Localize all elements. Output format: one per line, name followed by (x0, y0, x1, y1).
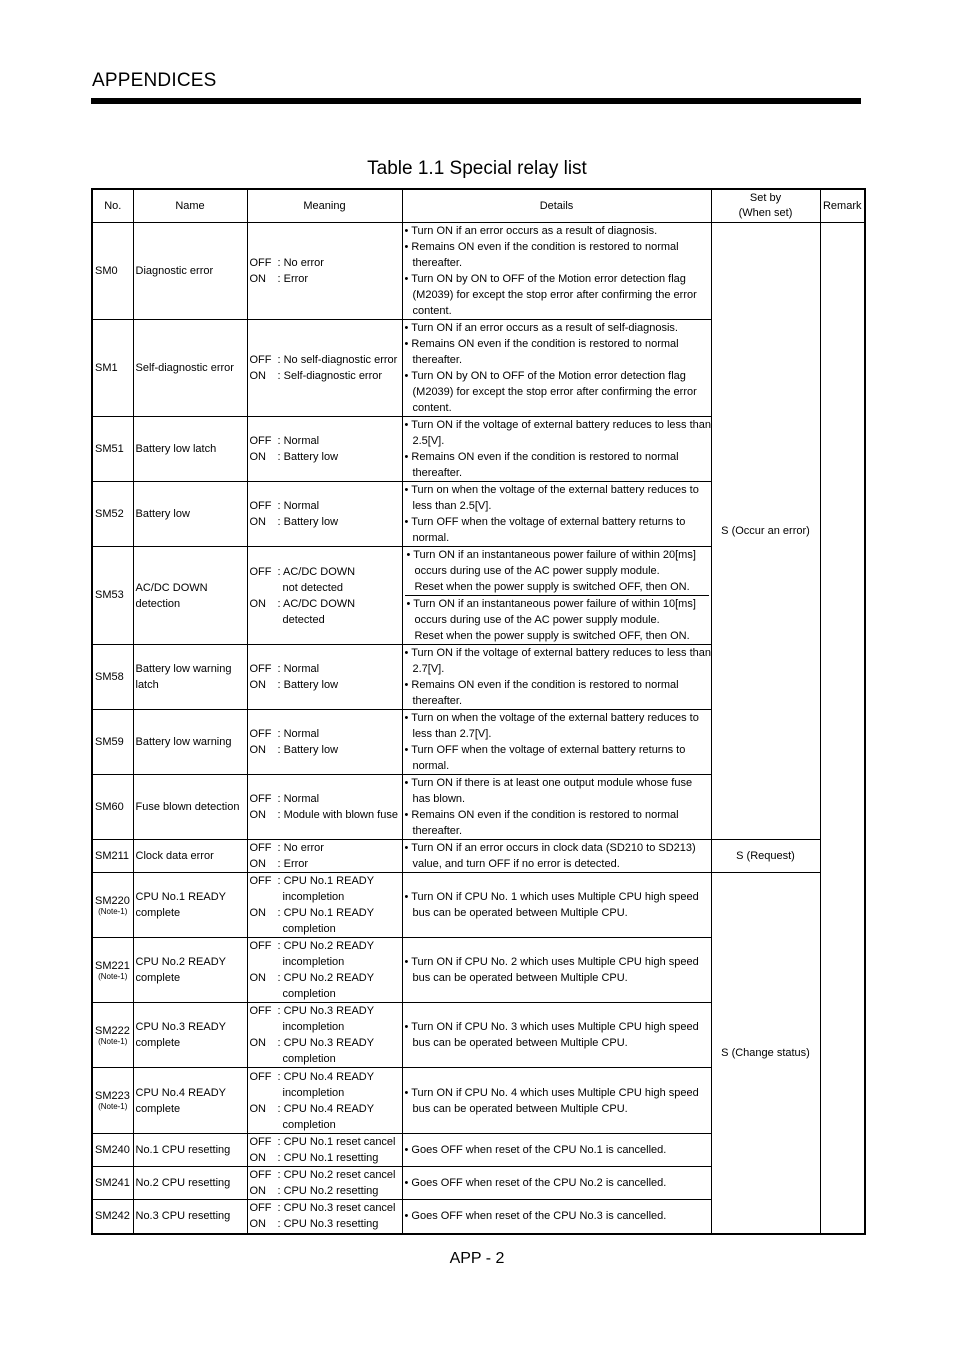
setby-cell: S (Request) (711, 840, 820, 873)
detail-cont: (M2039) for except the stop error after confirming the error (412, 386, 697, 398)
relay-number-cell (92, 1200, 133, 1234)
meaning-cell (247, 1167, 402, 1200)
state-value: : Module with blown fuse (277, 809, 398, 821)
detail-cont: normal. (412, 532, 450, 544)
detail-bullet: • Remains ON even if the condition is restored to normal (404, 241, 679, 253)
state-value-cont: not detected (282, 581, 344, 594)
state-value: : Normal (277, 663, 320, 675)
relay-number-cell (92, 710, 133, 775)
state-value-cont: incompletion (282, 891, 345, 903)
meaning-cell (247, 710, 402, 775)
detail-cont: 2.7[V]. (412, 663, 445, 675)
detail-bullet: • Turn ON if CPU No. 1 which uses Multiple CPU high speed (404, 891, 699, 903)
relay-number-cell (92, 482, 133, 547)
detail-cont: bus can be operated between Multiple CPU. (412, 1037, 628, 1049)
state-key: OFF (249, 565, 272, 578)
relay-number-cell (92, 223, 133, 320)
detail-cont: content. (412, 305, 452, 317)
detail-bullet: • Turn ON by ON to OFF of the Motion error detection flag (404, 370, 686, 382)
details-cell (402, 1134, 711, 1167)
meaning-state (250, 596, 400, 612)
state-value: : CPU No.1 resetting (277, 1152, 379, 1164)
state-value-cont: incompletion (282, 1086, 345, 1099)
relay-number: SM220 (95, 894, 130, 907)
relay-name-line: AC/DC DOWN (135, 581, 208, 594)
details-cell (402, 547, 711, 645)
state-value: : Error (277, 858, 309, 870)
meaning-state (250, 1183, 400, 1199)
special-relay-table (91, 188, 866, 1235)
meaning-state (250, 564, 400, 580)
meaning-state (250, 791, 400, 807)
detail-cont: 2.5[V]. (412, 435, 445, 447)
state-key: ON (249, 1037, 266, 1049)
relay-number-cell (92, 1068, 133, 1134)
relay-name-line: complete (135, 972, 181, 984)
state-key: ON (249, 972, 266, 984)
state-key: OFF (249, 435, 272, 447)
state-value-cont: detected (282, 613, 325, 626)
relay-name-line: Battery low warning (135, 663, 232, 675)
details-cell (402, 873, 711, 938)
state-key: OFF (249, 500, 272, 512)
col-header-name: Name (133, 189, 247, 223)
meaning-cell (247, 775, 402, 840)
detail-cont: bus can be operated between Multiple CPU. (412, 1102, 628, 1115)
meaning-cell (247, 417, 402, 482)
meaning-cell (247, 873, 402, 938)
relay-name-cell (133, 417, 247, 482)
detail-cont: bus can be operated between Multiple CPU. (412, 972, 628, 984)
detail-cont: has blown. (412, 793, 466, 805)
state-key: ON (249, 516, 266, 528)
meaning-state (250, 873, 400, 889)
detail-bullet: • Turn ON if an error occurs as a result of diagnosis. (404, 225, 658, 237)
state-value: : CPU No.3 READY (277, 1005, 375, 1017)
detail-cont: Reset when the power supply is switched OFF, then ON. (414, 581, 690, 593)
relay-number-cell (92, 645, 133, 710)
meaning-state (250, 368, 400, 384)
header-rule (91, 98, 861, 104)
details-segment (405, 595, 709, 644)
detail-cont: less than 2.5[V]. (412, 500, 492, 512)
state-key: OFF (249, 1136, 272, 1148)
details-cell (402, 645, 711, 710)
detail-bullet: • Turn ON if CPU No. 2 which uses Multiple CPU high speed (404, 956, 699, 968)
state-value-cont: incompletion (282, 956, 345, 968)
meaning-state (250, 726, 400, 742)
relay-number: SM1 (95, 361, 118, 374)
relay-name-line: CPU No.3 READY (135, 1021, 226, 1033)
meaning-cell (247, 938, 402, 1003)
state-value: : AC/DC DOWN (277, 565, 356, 578)
note-marker: (Note-1) (98, 1036, 128, 1046)
note-marker: (Note-1) (98, 906, 128, 916)
note-marker: (Note-1) (98, 1102, 128, 1111)
detail-bullet: • Remains ON even if the condition is restored to normal (404, 679, 679, 691)
setby-cell: S (Occur an error) (711, 223, 820, 840)
relay-number: SM0 (95, 264, 118, 277)
meaning-state (250, 938, 400, 954)
details-cell (402, 1200, 711, 1234)
state-key: ON (249, 451, 266, 463)
detail-bullet: • Turn ON if an error occurs in clock data (SD210 to SD213) (404, 842, 696, 854)
state-value: : CPU No.1 READY (277, 907, 375, 919)
table-title: Table 1.1 Special relay list (367, 158, 587, 179)
details-cell (402, 1003, 711, 1068)
meaning-state (250, 1134, 400, 1150)
details-cell (402, 840, 711, 873)
state-key: ON (249, 809, 266, 821)
state-value: : Battery low (277, 451, 339, 463)
detail-bullet: • Turn ON if an error occurs as a result of self-diagnosis. (404, 322, 678, 334)
detail-cont: thereafter. (412, 467, 463, 479)
note-marker: (Note-1) (98, 971, 128, 981)
relay-name-cell (133, 320, 247, 417)
section-header: APPENDICES (92, 70, 217, 91)
page-number: APP - 2 (449, 1250, 505, 1267)
state-key: OFF (249, 1202, 272, 1215)
detail-bullet: • Turn OFF when the voltage of external battery returns to (404, 744, 686, 756)
details-cell (402, 775, 711, 840)
state-key: OFF (249, 257, 272, 269)
relay-name-line: Diagnostic error (135, 265, 214, 277)
state-key: ON (249, 1218, 266, 1231)
detail-bullet: • Turn on when the voltage of the external battery reduces to (404, 484, 699, 496)
relay-name-line: detection (135, 597, 181, 610)
relay-name-line: CPU No.4 READY (135, 1086, 226, 1099)
table-row (92, 873, 865, 938)
state-value-cont: completion (282, 1053, 336, 1065)
state-value: : No self-diagnostic error (277, 354, 398, 366)
detail-bullet: • Turn ON if an instantaneous power failure of within 10[ms] (406, 598, 696, 610)
state-key: ON (249, 858, 266, 870)
relay-number-cell (92, 873, 133, 938)
detail-bullet: • Remains ON even if the condition is restored to normal (404, 338, 679, 350)
state-key: OFF (249, 940, 272, 952)
meaning-state (250, 1003, 400, 1019)
relay-name-line: Clock data error (135, 850, 214, 862)
col-header-no: No. (92, 189, 133, 223)
relay-name-cell (133, 710, 247, 775)
state-value: : AC/DC DOWN (277, 597, 356, 610)
relay-name-line: No.2 CPU resetting (135, 1177, 231, 1189)
meaning-state (250, 1216, 400, 1232)
state-value: : CPU No.3 READY (277, 1037, 375, 1049)
relay-name-cell (133, 482, 247, 547)
col-header-details: Details (402, 189, 711, 223)
state-value: : Normal (277, 500, 320, 512)
relay-number-cell (92, 775, 133, 840)
relay-name-line: complete (135, 907, 181, 919)
relay-number: SM242 (95, 1209, 130, 1222)
relay-number-cell (92, 938, 133, 1003)
detail-bullet: • Turn OFF when the voltage of external battery returns to (404, 516, 686, 528)
detail-cont: less than 2.7[V]. (412, 728, 492, 740)
meaning-state (250, 1150, 400, 1166)
table-row (92, 840, 865, 873)
relay-name-cell (133, 1003, 247, 1068)
relay-number: SM221 (95, 959, 130, 972)
state-value: : CPU No.2 READY (277, 940, 375, 952)
meaning-cell (247, 645, 402, 710)
state-value: : CPU No.2 READY (277, 972, 375, 984)
relay-number: SM52 (95, 507, 124, 520)
relay-name-cell (133, 1068, 247, 1134)
relay-number-cell (92, 1167, 133, 1200)
detail-cont: occurs during use of the AC power supply module. (414, 614, 660, 626)
details-segment (405, 547, 709, 595)
relay-number: SM222 (95, 1024, 130, 1037)
meaning-state (250, 498, 400, 514)
meaning-cell (247, 320, 402, 417)
relay-name-line: Battery low latch (135, 443, 217, 455)
relay-name-line: Battery low warning (135, 736, 232, 748)
state-value: : CPU No.3 reset cancel (277, 1202, 396, 1215)
meaning-state (250, 840, 400, 856)
state-value: : Self-diagnostic error (277, 370, 383, 382)
state-key: OFF (249, 1169, 272, 1181)
relay-number-cell (92, 547, 133, 645)
relay-number: SM240 (95, 1143, 130, 1156)
detail-bullet: • Turn ON if CPU No. 3 which uses Multiple CPU high speed (404, 1021, 699, 1033)
state-value-cont: completion (282, 1118, 336, 1131)
relay-name-line: complete (135, 1102, 181, 1115)
relay-name-cell (133, 873, 247, 938)
relay-name-cell (133, 1134, 247, 1167)
detail-bullet: • Turn on when the voltage of the external battery reduces to (404, 712, 699, 724)
relay-name-line: latch (135, 679, 159, 691)
detail-bullet: • Goes OFF when reset of the CPU No.2 is cancelled. (404, 1177, 667, 1189)
details-cell (402, 223, 711, 320)
meaning-state (250, 449, 400, 465)
relay-name-cell (133, 1200, 247, 1234)
relay-number: SM60 (95, 800, 124, 813)
state-key: OFF (249, 663, 272, 675)
state-value: : CPU No.2 resetting (277, 1185, 379, 1197)
meaning-cell (247, 547, 402, 645)
state-value-cont: completion (282, 923, 336, 935)
table-row (92, 223, 865, 320)
relay-name-cell (133, 775, 247, 840)
state-value: : CPU No.1 reset cancel (277, 1136, 396, 1148)
state-value: : CPU No.4 READY (277, 1102, 375, 1115)
relay-number: SM223 (95, 1090, 130, 1102)
detail-cont: content. (412, 402, 452, 414)
meaning-state (250, 661, 400, 677)
relay-number-cell (92, 320, 133, 417)
meaning-cell (247, 1003, 402, 1068)
relay-name-cell (133, 840, 247, 873)
relay-name-line: No.1 CPU resetting (135, 1144, 231, 1156)
relay-name-line: CPU No.2 READY (135, 956, 226, 968)
meaning-state (250, 677, 400, 693)
meaning-state (250, 1167, 400, 1183)
detail-bullet: • Turn ON by ON to OFF of the Motion error detection flag (404, 273, 686, 285)
meaning-cell (247, 840, 402, 873)
col-header-setby (711, 189, 820, 223)
state-key: ON (249, 907, 266, 919)
state-key: OFF (249, 1070, 272, 1083)
detail-cont: occurs during use of the AC power supply module. (414, 565, 660, 577)
table-body (92, 223, 865, 1234)
meaning-state (250, 352, 400, 368)
state-value-cont: completion (282, 988, 336, 1000)
remark-cell (820, 223, 865, 1234)
detail-cont: bus can be operated between Multiple CPU. (412, 907, 628, 919)
detail-bullet: • Turn ON if the voltage of external battery reduces to less than (404, 647, 712, 659)
detail-cont: thereafter. (412, 354, 463, 366)
relay-number: SM211 (95, 849, 130, 862)
relay-name-line: No.3 CPU resetting (135, 1210, 231, 1223)
meaning-state (250, 970, 400, 986)
col-header-setby-line1: Set by (749, 192, 782, 204)
state-value: : CPU No.1 READY (277, 875, 375, 887)
table-header-row (92, 189, 865, 223)
state-key: ON (249, 370, 266, 382)
meaning-state (250, 856, 400, 872)
state-key: OFF (249, 875, 272, 887)
detail-cont: thereafter. (412, 695, 463, 707)
meaning-cell (247, 1068, 402, 1134)
state-key: OFF (249, 842, 272, 854)
setby-cell: S (Change status) (711, 873, 820, 1234)
details-cell (402, 482, 711, 547)
state-value: : Normal (277, 435, 320, 447)
meaning-state (250, 271, 400, 287)
relay-number: SM51 (95, 442, 124, 455)
meaning-state (250, 1101, 400, 1117)
detail-cont: thereafter. (412, 825, 463, 837)
state-key: OFF (249, 793, 272, 805)
state-value: : No error (277, 842, 324, 854)
detail-bullet: • Remains ON even if the condition is restored to normal (404, 809, 679, 821)
state-value: : No error (277, 257, 324, 269)
meaning-state (250, 1035, 400, 1051)
detail-bullet: • Goes OFF when reset of the CPU No.3 is cancelled. (404, 1210, 667, 1223)
detail-cont: thereafter. (412, 257, 463, 269)
relay-number-cell (92, 840, 133, 873)
relay-name-cell (133, 645, 247, 710)
state-value: : Battery low (277, 516, 339, 528)
state-value: : Normal (277, 728, 320, 740)
detail-bullet: • Turn ON if there is at least one output module whose fuse (404, 777, 693, 789)
state-value: : CPU No.4 READY (277, 1070, 375, 1083)
relay-number-cell (92, 1003, 133, 1068)
state-value: : Error (277, 273, 309, 285)
relay-number-cell (92, 1134, 133, 1167)
meaning-state (250, 433, 400, 449)
details-cell (402, 320, 711, 417)
details-cell (402, 1068, 711, 1134)
meaning-state (250, 1069, 400, 1085)
details-cell (402, 1167, 711, 1200)
detail-bullet: • Turn ON if the voltage of external battery reduces to less than (404, 419, 712, 431)
relay-name-cell (133, 1167, 247, 1200)
state-key: OFF (249, 354, 272, 366)
detail-bullet: • Remains ON even if the condition is restored to normal (404, 451, 679, 463)
relay-number: SM58 (95, 670, 124, 683)
detail-bullet: • Goes OFF when reset of the CPU No.1 is cancelled. (404, 1144, 667, 1156)
relay-number-cell (92, 417, 133, 482)
col-header-meaning: Meaning (247, 189, 402, 223)
state-key: ON (249, 597, 266, 610)
meaning-state (250, 742, 400, 758)
relay-name-cell (133, 547, 247, 645)
detail-cont: (M2039) for except the stop error after confirming the error (412, 289, 697, 301)
state-value: : Battery low (277, 679, 339, 691)
relay-number: SM53 (95, 589, 124, 601)
relay-name-line: Self-diagnostic error (135, 362, 234, 374)
detail-bullet: • Turn ON if CPU No. 4 which uses Multiple CPU high speed (404, 1086, 699, 1099)
state-value: : Normal (277, 793, 320, 805)
state-key: ON (249, 679, 266, 691)
meaning-state (250, 1200, 400, 1216)
relay-name-cell (133, 223, 247, 320)
relay-name-cell (133, 938, 247, 1003)
state-key: ON (249, 1152, 266, 1164)
detail-cont: value, and turn OFF if no error is detected. (412, 858, 620, 870)
meaning-state (250, 255, 400, 271)
detail-cont: Reset when the power supply is switched OFF, then ON. (414, 630, 690, 642)
detail-cont: normal. (412, 760, 450, 772)
state-key: ON (249, 744, 266, 756)
state-key: ON (249, 1102, 266, 1115)
relay-number: SM241 (95, 1176, 130, 1189)
meaning-cell (247, 223, 402, 320)
relay-name-line: CPU No.1 READY (135, 891, 226, 903)
meaning-cell (247, 1134, 402, 1167)
relay-name-line: Battery low (135, 508, 190, 520)
meaning-state (250, 905, 400, 921)
meaning-cell (247, 1200, 402, 1234)
state-value: : CPU No.3 resetting (277, 1218, 379, 1231)
state-key: ON (249, 273, 266, 285)
state-key: ON (249, 1185, 266, 1197)
state-value: : Battery low (277, 744, 339, 756)
details-cell (402, 710, 711, 775)
details-cell (402, 417, 711, 482)
meaning-state (250, 807, 400, 823)
relay-number: SM59 (95, 735, 124, 748)
detail-bullet: • Turn ON if an instantaneous power failure of within 20[ms] (406, 549, 696, 561)
col-header-remark: Remark (820, 189, 865, 223)
col-header-setby-line2: (When set) (738, 207, 793, 219)
details-cell (402, 938, 711, 1003)
relay-name-line: complete (135, 1037, 181, 1049)
meaning-cell (247, 482, 402, 547)
meaning-state (250, 514, 400, 530)
state-value: : CPU No.2 reset cancel (277, 1169, 396, 1181)
state-key: OFF (249, 728, 272, 740)
state-key: OFF (249, 1005, 272, 1017)
relay-name-line: Fuse blown detection (135, 801, 240, 813)
state-value-cont: incompletion (282, 1021, 345, 1033)
